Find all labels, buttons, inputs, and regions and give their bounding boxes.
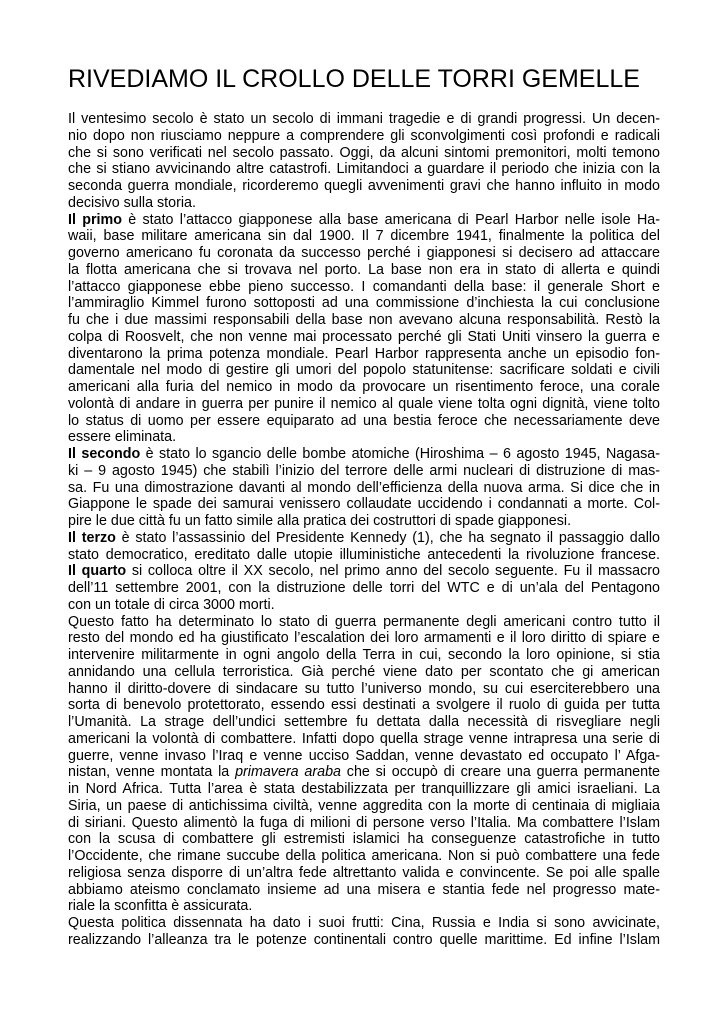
line-text: colpa di Roosvelt, che non venne mai processato perché gli Stati Uniti vinsero la guerra e xyxy=(68,328,660,345)
line-text: abbiamo ateismo conclamato insieme ad una misera e stantia fede nel progresso mate- xyxy=(68,881,660,898)
text-line xyxy=(68,915,660,932)
line-text: è stato l’attacco giapponese alla base americana di Pearl Harbor nelle isole Ha- xyxy=(121,211,661,228)
line-text: pire le due città fu un fatto simile alla pratica dei costruttori di spade giapponesi. xyxy=(68,513,572,529)
line-text: guerre, venne invaso l’Iraq e venne ucciso Saddan, venne devastato ed occupato l’ Afga- xyxy=(68,747,660,764)
line-text: si colloca oltre il XX secolo, nel primo anno del secolo seguente. Fu il massacro xyxy=(126,563,660,580)
document-body xyxy=(68,111,660,949)
text-line xyxy=(68,379,660,396)
line-text-continued: che si occupò di creare una guerra permanente xyxy=(341,764,660,781)
text-line xyxy=(68,547,660,564)
line-text: hanno il diritto-dovere di sindacare su tutto l’universo mondo, su cui eserciterebbero una xyxy=(68,680,660,697)
text-line xyxy=(68,262,660,279)
text-line xyxy=(68,714,660,731)
document-title: RIVEDIAMO IL CROLLO DELLE TORRI GEMELLE xyxy=(68,65,640,93)
line-text: Questo fatto ha determinato lo stato di guerra permanente degli americani contro tutto il xyxy=(68,613,660,630)
text-line xyxy=(68,329,660,346)
text-line xyxy=(68,128,660,145)
line-text: realizzando l’alleanza tra le potenze continentali contro quelle marittime. Ed infine l’Islam xyxy=(68,931,660,948)
line-text: volontà di andare in guerra per punire il nemico al quale viene tolta ogni dignità, viene tolto xyxy=(68,395,660,412)
text-line xyxy=(68,630,660,647)
line-text: stato democratico, ereditato dalle utopie illuministiche antecedenti la rivoluzione francese. xyxy=(68,546,660,563)
text-line xyxy=(68,312,660,329)
line-text: con la scusa di combattere gli estremisti islamici ha conseguenze catastrofiche in tutto xyxy=(68,831,660,848)
text-line xyxy=(68,815,660,832)
bold-heading-word: Il primo xyxy=(68,211,122,228)
line-text: è stato l’assassinio del Presidente Kennedy (1), che ha segnato il passaggio dallo xyxy=(115,529,660,546)
line-text: resto del mondo ed ha giustificato l’escalation dei loro armamenti e il loro diritto di spiare e xyxy=(68,630,660,647)
text-line xyxy=(68,245,660,262)
text-line xyxy=(68,212,660,229)
line-text: Questa politica dissennata ha dato i suoi frutti: Cina, Russia e India si sono avvicinate, xyxy=(68,915,660,931)
line-text: seconda guerra mondiale, ricorderemo quegli avvenimenti gravi che hanno influito in modo xyxy=(68,178,660,194)
line-text: intervenire militarmente in ogni angolo della Terra in cui, secondo la loro opinione, si stia xyxy=(68,647,660,663)
line-text: annidando una cellula terroristica. Già perché viene dato per scontato che gi american xyxy=(68,663,660,680)
text-line xyxy=(68,848,660,865)
text-line xyxy=(68,898,660,915)
text-line xyxy=(68,614,660,631)
text-line xyxy=(68,396,660,413)
line-text: che si stiano avvicinando altre catastrofi. Limitandoci a guardare il periodo che inizia con la xyxy=(68,161,660,178)
text-line xyxy=(68,463,660,480)
line-text: americani alla furia del nemico in modo da provocare un risentimento feroce, una corale xyxy=(68,379,660,395)
line-text: che si sono verificati nel secolo passato. Oggi, da alcuni sintomi premonitori, molti temono xyxy=(68,144,660,161)
text-line xyxy=(68,681,660,698)
line-text: l’attacco giapponese ebbe pieno successo. I comandanti della base: il generale Short e xyxy=(68,278,660,295)
text-line xyxy=(68,882,660,899)
line-text: con un totale di circa 3000 morti. xyxy=(68,596,275,613)
document-page xyxy=(68,64,660,949)
line-text: religiosa senza disporre di un’altra fede altrettanto valida e convincente. Se poi alle spalle xyxy=(68,864,660,881)
text-line xyxy=(68,932,660,949)
text-line xyxy=(68,748,660,765)
italic-phrase: primavera araba xyxy=(235,764,341,781)
line-text: sa. Fu una dimostrazione davanti al mondo dell’efficienza della nuova arma. Si dice che in xyxy=(68,479,660,496)
text-line xyxy=(68,480,660,497)
text-line xyxy=(68,731,660,748)
line-text: l’Umanità. La strage dell’undici settembre fu dettata dalla necessità di risvegliare negli xyxy=(68,714,660,730)
line-text: decisivo sulla storia. xyxy=(68,194,196,211)
text-line xyxy=(68,111,660,128)
bold-heading-word: Il secondo xyxy=(68,446,141,462)
text-line xyxy=(68,429,660,446)
text-line xyxy=(68,664,660,681)
text-line xyxy=(68,781,660,798)
text-line xyxy=(68,697,660,714)
line-text: l’Occidente, che rimane succube della politica americana. Non si può combattere una fede xyxy=(68,848,660,864)
line-text: Siria, un paese di antichissima civiltà, venne aggredita con la morte di centinaia di migliaia xyxy=(68,797,660,814)
line-text: governo americano fu coronata da successo perché i giapponesi si decisero ad attaccare xyxy=(68,245,660,261)
line-text: la flotta americana che si trovava nel porto. La base non era in stato di allerta e quindi xyxy=(68,261,660,278)
text-line xyxy=(68,865,660,882)
line-text: lo status di uomo per essere equiparato ad una bestia feroce che necessariamente deve xyxy=(68,412,660,429)
line-text: in Nord Africa. Tutta l’area è stata destabilizzata per tranquillizzare gli amici israeliani. La xyxy=(68,781,660,797)
bold-heading-word: Il quarto xyxy=(68,563,127,580)
line-text: è stato lo sgancio delle bombe atomiche (Hiroshima – 6 agosto 1945, Nagasa- xyxy=(140,446,661,462)
text-line xyxy=(68,513,660,530)
line-text: ki – 9 agosto 1945) che stabilì l’inizio del terrore delle armi nucleari di distruzione di mas- xyxy=(68,462,660,479)
line-text: waii, base militare americana sin dal 1900. Il 7 dicembre 1941, finalmente la politica del xyxy=(68,228,660,245)
line-text: diventarono la prima potenza mondiale. Pearl Harbor rappresenta anche un episodio fon- xyxy=(68,345,660,362)
text-line xyxy=(68,580,660,597)
text-line xyxy=(68,563,660,580)
text-line xyxy=(68,798,660,815)
line-text: sorta di benevolo protettorato, essendo essi destinati a svolgere il ruolo di guida per tutta xyxy=(68,697,660,714)
line-text: Il ventesimo secolo è stato un secolo di immani tragedie e di grandi progressi. Un decen- xyxy=(68,111,660,127)
text-line xyxy=(68,597,660,614)
text-line xyxy=(68,446,660,463)
text-line xyxy=(68,145,660,162)
text-line xyxy=(68,496,660,513)
text-line xyxy=(68,362,660,379)
line-text: nio dopo non riusciamo neppure a comprendere gli sconvolgimenti così profondi e radicali xyxy=(68,127,660,144)
bold-heading-word: Il terzo xyxy=(68,529,116,546)
line-text: Giappone le spade dei samurai venissero collaudate uccidendo i condannati a morte. Col- xyxy=(68,496,660,513)
text-line xyxy=(68,178,660,195)
text-line xyxy=(68,647,660,664)
line-text: nistan, venne montata la xyxy=(68,764,236,781)
line-text: damentale nel modo di gestire gli umori del popolo statunitense: sacrificare soldati e civili xyxy=(68,362,660,379)
text-line xyxy=(68,413,660,430)
line-text: dell’11 settembre 2001, con la distruzione delle torri del WTC e di un’ala del Pentagono xyxy=(68,580,660,596)
line-text: essere eliminata. xyxy=(68,429,177,446)
line-text: di siriani. Questo alimentò la fuga di milioni di persone verso l’Italia. Ma combattere l’Islam xyxy=(68,814,660,831)
line-text: americani la volontà di combattere. Infatti dopo quella strage venne intrapresa una serie di xyxy=(68,730,660,747)
line-text: fu che i due massimi responsabili della base non avevano alcuna responsabilità. Restò la xyxy=(68,312,660,328)
text-line xyxy=(68,831,660,848)
text-line xyxy=(68,228,660,245)
text-line xyxy=(68,346,660,363)
text-line xyxy=(68,764,660,781)
line-text: l’ammiraglio Kimmel furono sottoposti ad una commissione d’inchiesta la cui conclusione xyxy=(68,295,660,312)
text-line xyxy=(68,161,660,178)
line-text: riale la sconfitta è assicurata. xyxy=(68,898,253,915)
text-line xyxy=(68,530,660,547)
text-line xyxy=(68,195,660,212)
text-line xyxy=(68,295,660,312)
text-line xyxy=(68,279,660,296)
